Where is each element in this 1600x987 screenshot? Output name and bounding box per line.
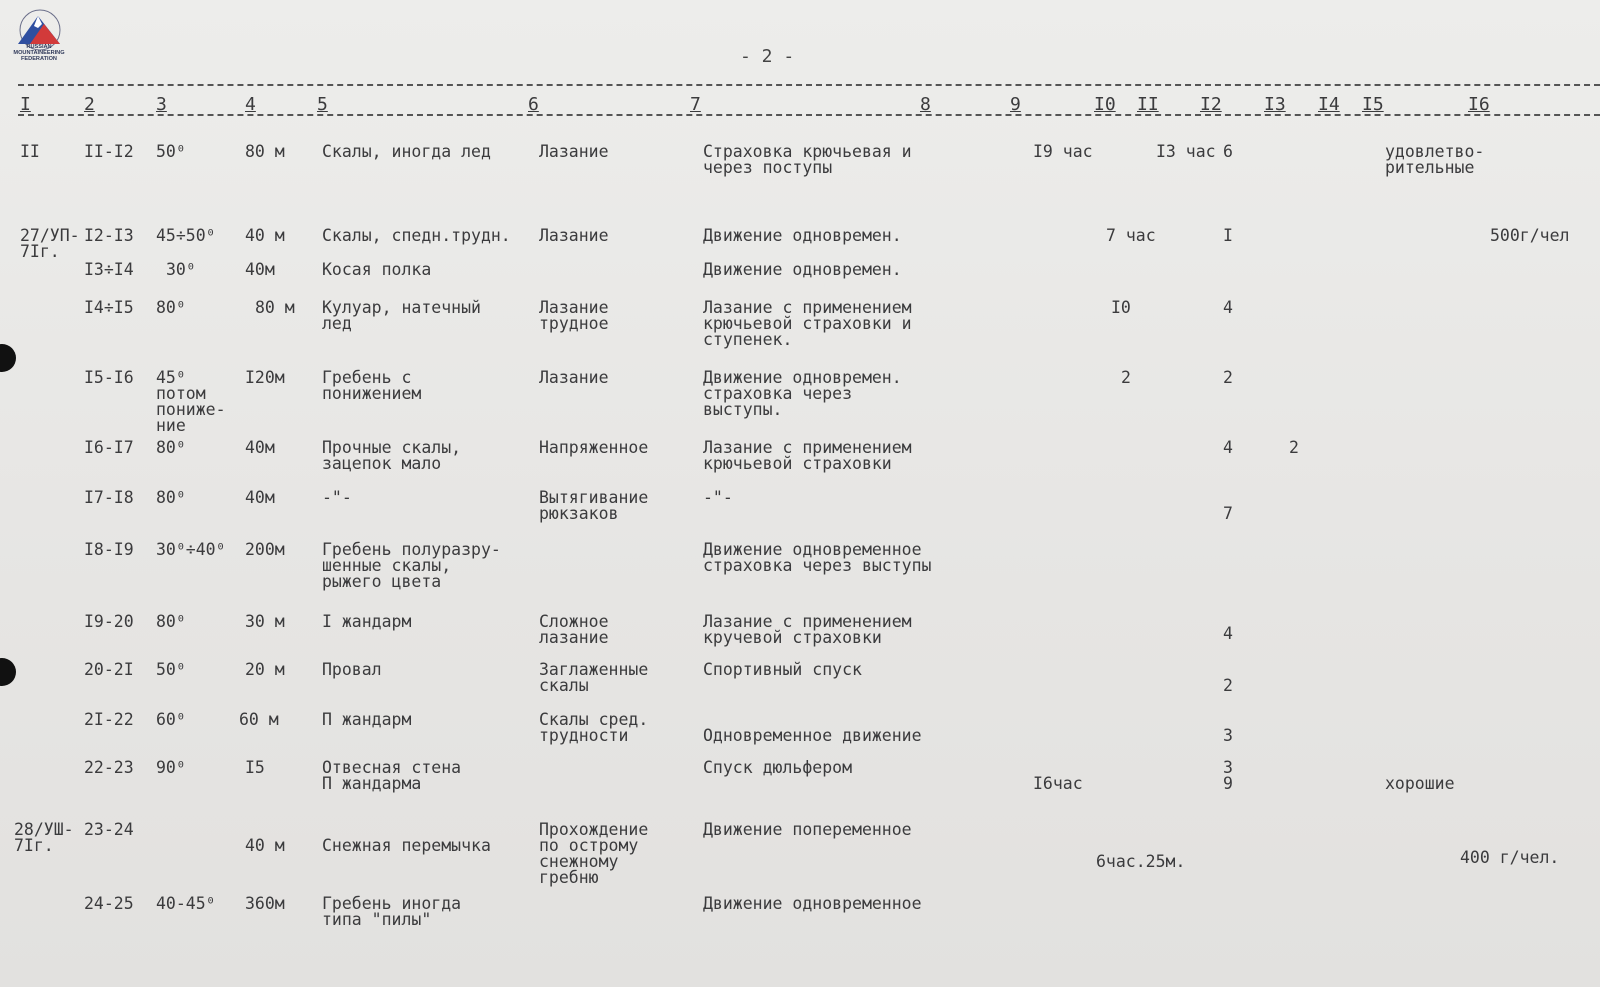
length-cell: 20 м [245, 660, 285, 679]
column-header-8: 8 [920, 94, 931, 115]
section-cell: I3÷I4 [84, 260, 134, 279]
col10-cell: 7 час [1106, 226, 1156, 245]
column-header-2: 2 [84, 94, 95, 115]
section-cell: 23-24 [84, 820, 134, 839]
section-cell: 20-2I [84, 660, 134, 679]
terrain-cell: Провал [322, 660, 382, 679]
terrain-cell: Кулуар, натечный лед [322, 298, 481, 333]
column-header-6: 6 [528, 94, 539, 115]
column-header-13: I3 [1264, 94, 1286, 115]
length-cell: I5 [245, 758, 265, 777]
food-cell: 400 г/чел. [1460, 848, 1560, 867]
length-cell: 80 м [245, 142, 285, 161]
column-header-5: 5 [317, 94, 328, 115]
terrain-cell: I жандарм [322, 612, 412, 631]
length-cell: 40м [245, 438, 275, 457]
section-cell: II-I2 [84, 142, 134, 161]
length-cell: I20м [245, 368, 285, 387]
steepness-cell: 40-45⁰ [156, 894, 216, 913]
terrain-cell: Снежная перемычка [322, 836, 491, 855]
steepness-cell: 60⁰ [156, 710, 186, 729]
column-header-12: I2 [1200, 94, 1222, 115]
column-header-15: I5 [1362, 94, 1384, 115]
section-cell: I4÷I5 [84, 298, 134, 317]
section-cell: I6-I7 [84, 438, 134, 457]
belay-cell: Движение одновременное [703, 894, 922, 913]
weather-cell: удовлетво- рительные [1385, 142, 1485, 177]
terrain-cell: Отвесная стена П жандарма [322, 758, 462, 793]
col10-cell: I0 [1111, 298, 1131, 317]
belay-cell: Одновременное движение [703, 726, 922, 745]
date-cell: 28/УШ- 7Iг. [14, 820, 74, 855]
section-cell: 22-23 [84, 758, 134, 777]
technique-cell: Вытягивание рюкзаков [539, 488, 649, 523]
steepness-cell: 50⁰ [156, 142, 186, 161]
logo-caption: RUSSIAN MOUNTAINEERING FEDERATION [13, 44, 65, 62]
column-header-1: I [20, 94, 31, 115]
page-number: - 2 - [740, 46, 795, 67]
date-cell: II [20, 142, 40, 161]
section-cell: 2I-22 [84, 710, 134, 729]
column-header-4: 4 [245, 94, 256, 115]
column-header-10: I0 [1094, 94, 1116, 115]
technique-cell: Прохождение по острому снежному гребню [539, 820, 649, 887]
col12-cell: 2 [1223, 676, 1233, 695]
col12-cell: 4 [1223, 624, 1233, 643]
col12-cell: I [1223, 226, 1233, 245]
steepness-cell: 80⁰ [156, 438, 186, 457]
weather-cell: хорошие [1385, 774, 1455, 793]
section-cell: I2-I3 [84, 226, 134, 245]
belay-cell: Движение одновремен. [703, 226, 902, 245]
technique-cell: Напряженное [539, 438, 649, 457]
belay-cell: Лазание с применением крючьевой страховки и ступенек. [703, 298, 912, 349]
terrain-cell: Скалы, иногда лед [322, 142, 491, 161]
terrain-cell: П жандарм [322, 710, 412, 729]
steepness-cell: 80⁰ [156, 612, 186, 631]
steepness-cell: 30⁰÷40⁰ [156, 540, 226, 559]
section-cell: I9-20 [84, 612, 134, 631]
steepness-cell: 30⁰ [166, 260, 196, 279]
length-cell: 40 м [245, 226, 285, 245]
col12-cell: 3 9 [1223, 758, 1233, 793]
belay-cell: Движение одновремен. [703, 260, 902, 279]
terrain-cell: Прочные скалы, зацепок мало [322, 438, 462, 473]
terrain-cell: Гребень с понижением [322, 368, 422, 403]
col12-cell: 4 [1223, 298, 1233, 317]
column-header-16: I6 [1468, 94, 1490, 115]
length-cell: 360м [245, 894, 285, 913]
col12-cell: 6 [1223, 142, 1233, 161]
section-cell: I5-I6 [84, 368, 134, 387]
column-header-11: II [1137, 94, 1159, 115]
column-header-3: 3 [156, 94, 167, 115]
column-header-7: 7 [690, 94, 701, 115]
col13-cell: 2 [1289, 438, 1299, 457]
column-header-9: 9 [1010, 94, 1021, 115]
section-cell: 24-25 [84, 894, 134, 913]
technique-cell: Заглаженные скалы [539, 660, 649, 695]
technique-cell: Лазание трудное [539, 298, 609, 333]
section-cell: I7-I8 [84, 488, 134, 507]
technique-cell: Сложное лазание [539, 612, 609, 647]
steepness-cell: 45÷50⁰ [156, 226, 216, 245]
belay-cell: Спортивный спуск [703, 660, 862, 679]
terrain-cell: -"- [322, 488, 352, 507]
length-cell: 40 м [245, 836, 285, 855]
technique-cell: Скалы сред. трудности [539, 710, 649, 745]
food-cell: 500г/чел [1490, 226, 1570, 245]
terrain-cell: Косая полка [322, 260, 432, 279]
length-cell: 30 м [245, 612, 285, 631]
col10-cell: 6час.25м. [1096, 852, 1186, 871]
belay-cell: Движение одновременное страховка через выступы [703, 540, 932, 575]
col12-cell: 2 [1223, 368, 1233, 387]
col12-cell: 7 [1223, 504, 1233, 523]
terrain-cell: Гребень иногда типа "пилы" [322, 894, 462, 929]
length-cell: 200м [245, 540, 285, 559]
belay-cell: Страховка крючьевая и через поступы [703, 142, 912, 177]
terrain-cell: Скалы, спедн.трудн. [322, 226, 511, 245]
length-cell: 40м [245, 260, 275, 279]
length-cell: 40м [245, 488, 275, 507]
length-cell: 60 м [239, 710, 279, 729]
col12-cell: 3 [1223, 726, 1233, 745]
steepness-cell: 45⁰ потом пониже- ние [156, 368, 226, 435]
terrain-cell: Гребень полуразру- шенные скалы, рыжего цвета [322, 540, 501, 591]
col10-cell: 2 [1121, 368, 1131, 387]
column-header-14: I4 [1318, 94, 1340, 115]
technique-cell: Лазание [539, 226, 609, 245]
steepness-cell: 90⁰ [156, 758, 186, 777]
binder-hole [0, 658, 16, 686]
col9-cell: I9 час [1033, 142, 1093, 161]
belay-cell: -"- [703, 488, 733, 507]
steepness-cell: 50⁰ [156, 660, 186, 679]
belay-cell: Спуск дюльфером [703, 758, 853, 777]
length-cell: 80 м [255, 298, 295, 317]
belay-cell: Движение одновремен. страховка через выступы. [703, 368, 902, 419]
belay-cell: Лазание с применением кручевой страховки [703, 612, 912, 647]
technique-cell: Лазание [539, 142, 609, 161]
col12-cell: 4 [1223, 438, 1233, 457]
steepness-cell: 80⁰ [156, 298, 186, 317]
col11-cell: I3 час [1156, 142, 1216, 161]
binder-hole [0, 344, 16, 372]
belay-cell: Лазание с применением крючьевой страховки [703, 438, 912, 473]
section-cell: I8-I9 [84, 540, 134, 559]
belay-cell: Движение попеременное [703, 820, 912, 839]
header-top-rule [18, 84, 1600, 86]
col9-cell: I6час [1033, 774, 1083, 793]
date-cell: 27/УП- 7Iг. [20, 226, 80, 261]
steepness-cell: 80⁰ [156, 488, 186, 507]
technique-cell: Лазание [539, 368, 609, 387]
